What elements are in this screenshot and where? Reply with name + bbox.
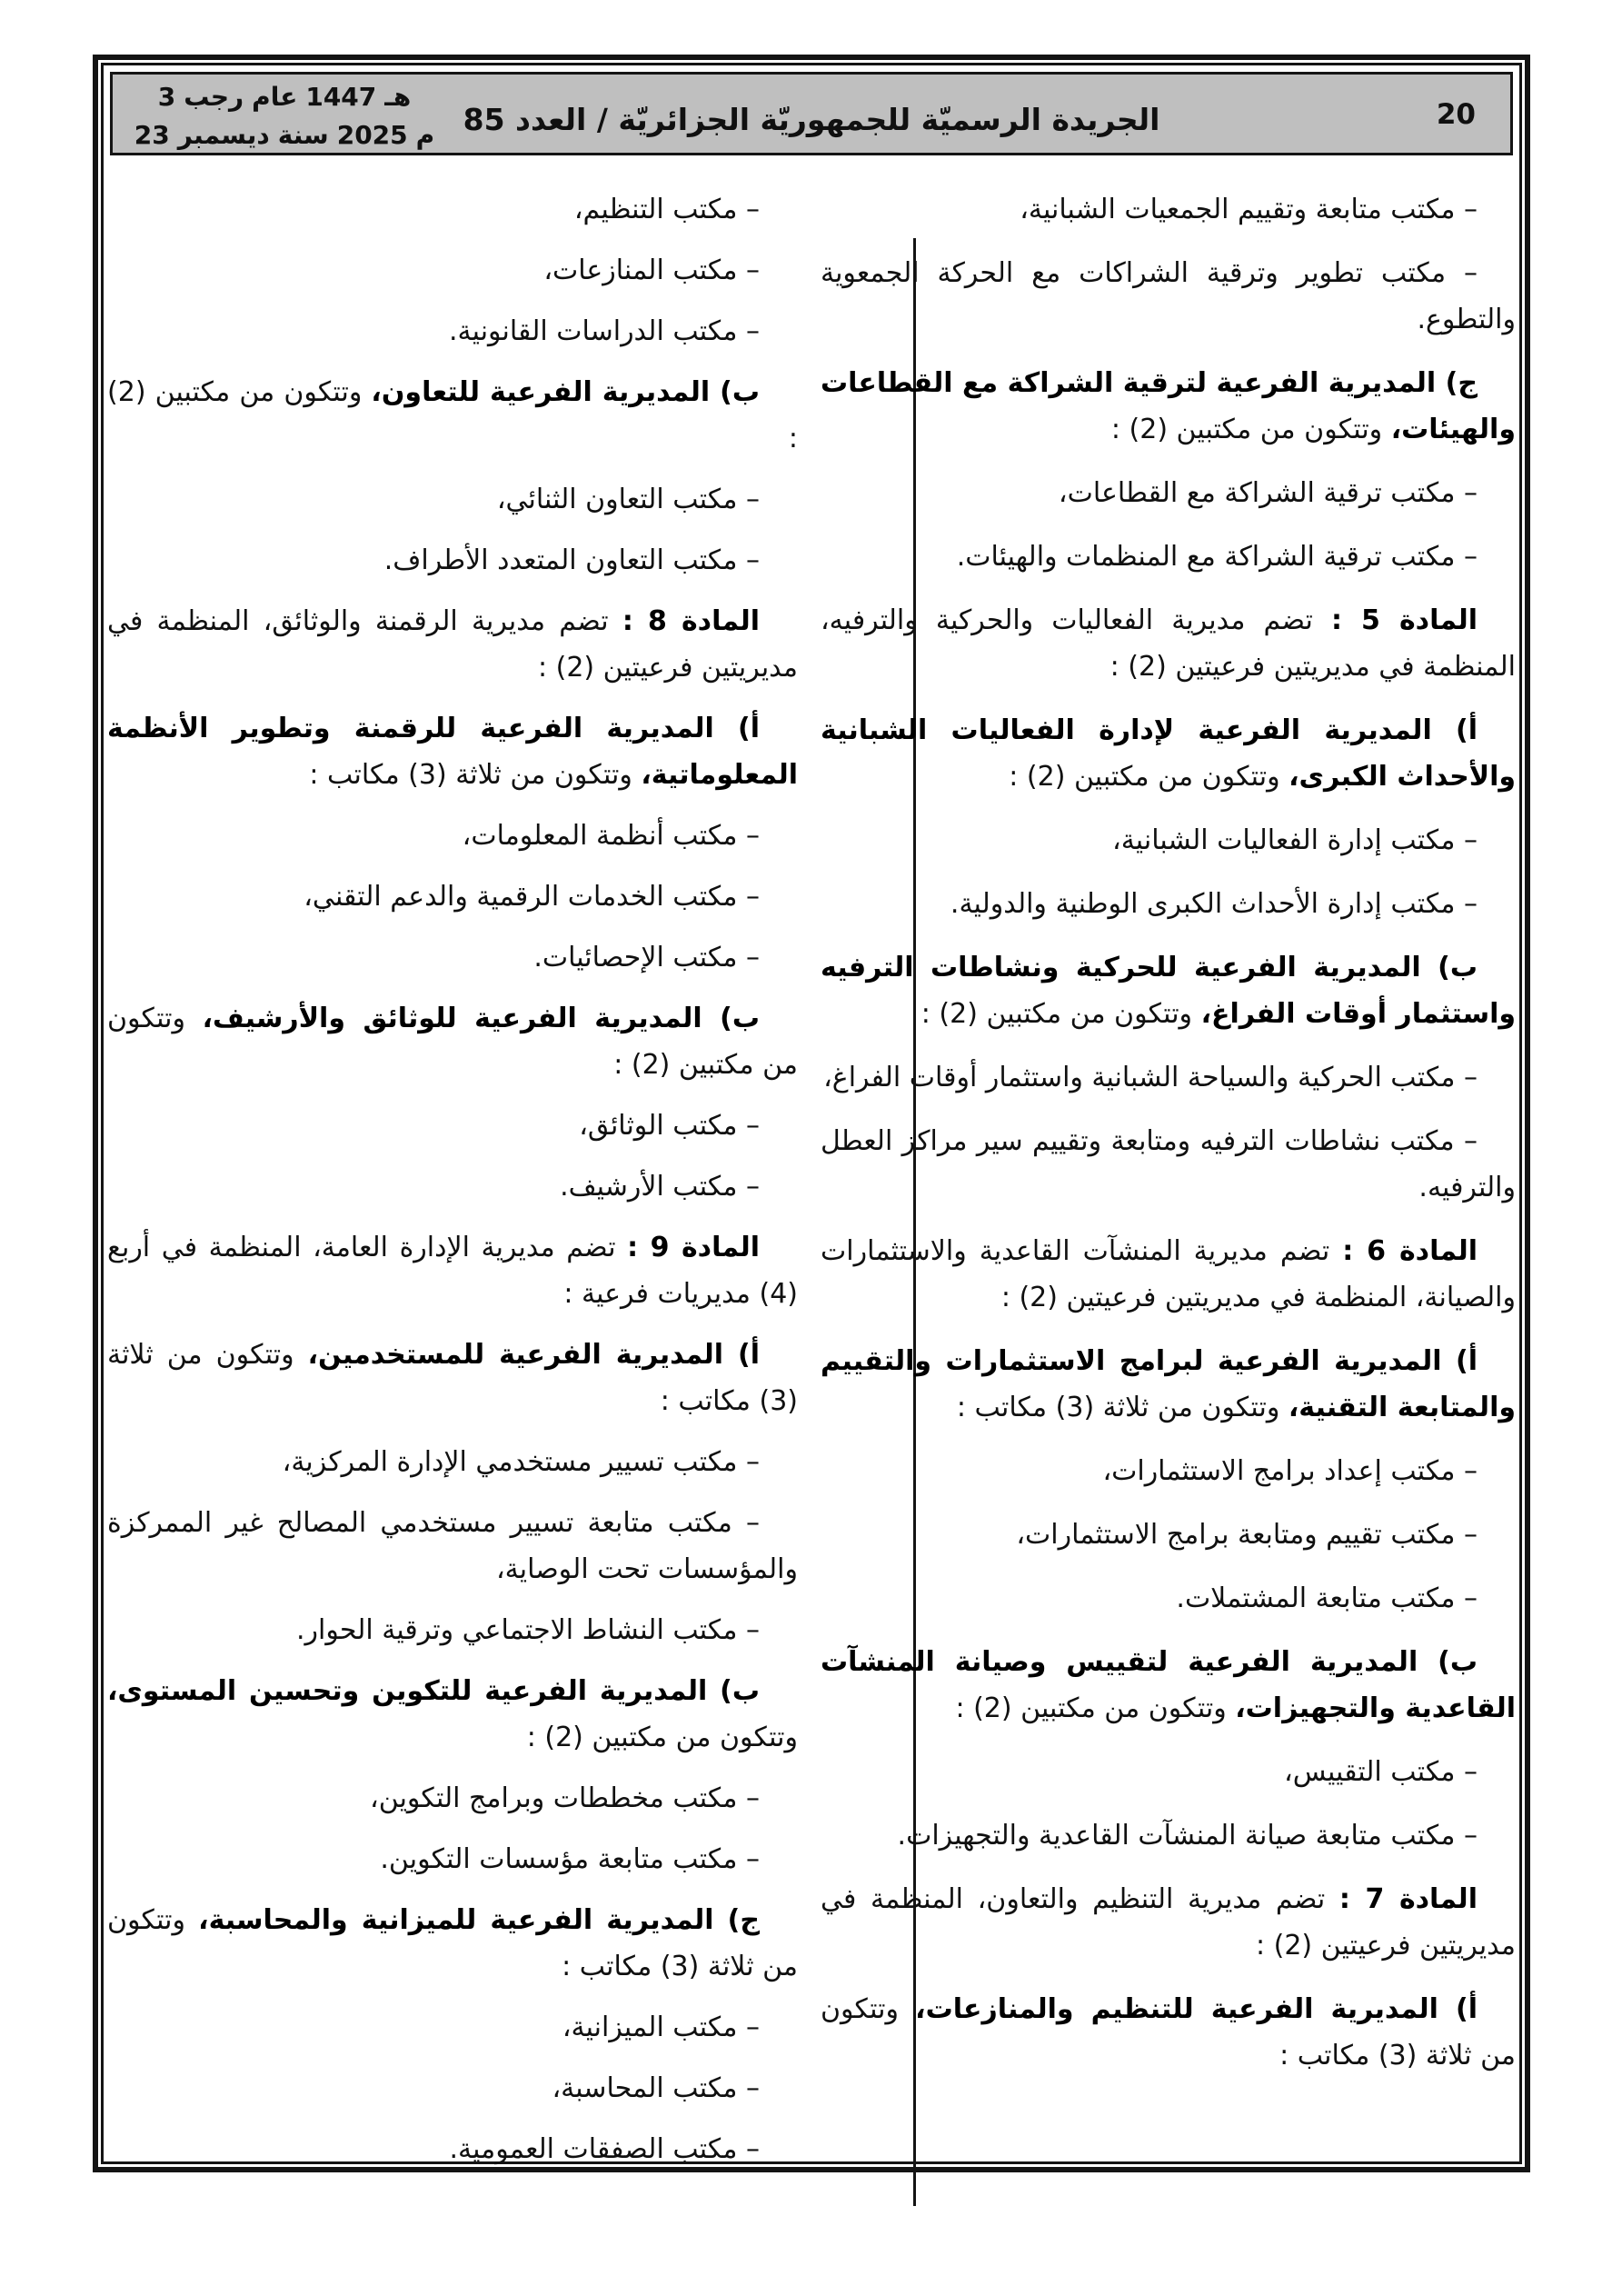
list-item: – مكتب الوثائق، xyxy=(579,1110,760,1142)
bold-lead: ب) المديرية الفرعية للحركية ونشاطات الترفيه واستثمار أوقات الفراغ، xyxy=(821,952,1516,1030)
paragraph-text: وتتكون من مكتبين (2) : xyxy=(1009,761,1289,793)
bold-lead: أ) المديرية الفرعية لإدارة الفعاليات الشبانية والأحداث الكبرى، xyxy=(821,714,1516,793)
paragraph-text: تضم مديرية الإدارة العامة، المنظمة في أربع (4) مديريات فرعية : xyxy=(107,1232,798,1310)
list-item: – مكتب متابعة المشتملات. xyxy=(1176,1582,1478,1614)
section-heading xyxy=(107,705,798,798)
paragraph-text: تضم مديرية الفعاليات والحركية والترفيه، المنظمة في مديريتين فرعيتين (2) : xyxy=(821,604,1516,683)
paragraph-text: تضم مديرية التنظيم والتعاون، المنظمة في مديريتين فرعيتين (2) : xyxy=(821,1883,1516,1962)
paragraph-text: وتتكون من ثلاثة (3) مكاتب : xyxy=(956,1392,1289,1423)
list-item: – مكتب تطوير وترقية الشراكات مع الحركة الجمعوية والتطوع. xyxy=(821,257,1516,335)
paragraph-text: تضم مديرية الرقمنة والوثائق، المنظمة في مديريتين فرعيتين (2) : xyxy=(107,605,798,684)
list-item: – مكتب الميزانية، xyxy=(562,2011,760,2043)
section-heading xyxy=(821,944,1516,1037)
bold-lead: أ) المديرية الفرعية للتنظيم والمنازعات، xyxy=(915,1993,1478,2025)
article-paragraph xyxy=(821,1228,1516,1321)
list-item: – مكتب إعداد برامج الاستثمارات، xyxy=(1102,1455,1478,1487)
list-item: – مكتب نشاطات الترفيه ومتابعة وتقييم سير مراكز العطل والترفيه. xyxy=(821,1125,1516,1203)
bold-lead: ب) المديرية الفرعية للتكوين وتحسين المستوى، xyxy=(107,1675,760,1707)
bold-lead: المادة 7 : xyxy=(1338,1883,1478,1915)
list-item: – مكتب ترقية الشراكة مع المنظمات والهيئات. xyxy=(956,541,1478,573)
section-heading xyxy=(821,1338,1516,1431)
paragraph-text: تضم مديرية المنشآت القاعدية والاستثمارات والصيانة، المنظمة في مديريتين فرعيتين (2) : xyxy=(821,1235,1516,1313)
page-number: 20 xyxy=(1436,98,1476,131)
list-item: – مكتب إدارة الفعاليات الشبانية، xyxy=(1112,824,1478,856)
bold-lead: المادة 6 : xyxy=(1342,1235,1478,1267)
list-item: – مكتب مخططات وبرامج التكوين، xyxy=(370,1782,760,1814)
journal-title: الجريدة الرسميّة للجمهوريّة الجزائريّة / العدد 85 xyxy=(463,102,1160,137)
list-item: – مكتب تسيير مستخدمي الإدارة المركزية، xyxy=(282,1446,760,1478)
list-item: – مكتب متابعة مؤسسات التكوين. xyxy=(380,1843,760,1875)
date-token: ديسمبر xyxy=(177,120,270,150)
date-token: 2025 xyxy=(336,120,408,150)
bold-lead: المادة 5 : xyxy=(1331,604,1478,636)
bold-lead: أ) المديرية الفرعية للمستخدمين، xyxy=(307,1339,760,1371)
list-item: – مكتب إدارة الأحداث الكبرى الوطنية والدولية. xyxy=(950,888,1478,920)
date-token: رجب xyxy=(184,82,244,112)
list-item: – مكتب متابعة صيانة المنشآت القاعدية والتجهيزات. xyxy=(897,1820,1478,1852)
list-item: – مكتب الحركية والسياحة الشبانية واستثمار أوقات الفراغ، xyxy=(823,1062,1478,1093)
paragraph-text: وتتكون من مكتبين (2) : xyxy=(1110,414,1391,445)
article-paragraph xyxy=(821,597,1516,690)
list-item: – مكتب الإحصائيات. xyxy=(533,942,760,973)
section-heading xyxy=(821,360,1516,453)
date-token: 3 xyxy=(157,82,176,112)
bold-lead: المادة 9 : xyxy=(627,1232,760,1263)
header-bar xyxy=(110,72,1513,155)
list-item: – مكتب تقييم ومتابعة برامج الاستثمارات، xyxy=(1016,1519,1478,1551)
date-token: 1447 xyxy=(305,82,377,112)
section-heading xyxy=(107,1668,798,1761)
paragraph-text: وتتكون من ثلاثة (3) مكاتب : xyxy=(309,759,642,791)
bold-lead: ب) المديرية الفرعية للوثائق والأرشيف، xyxy=(202,1003,760,1034)
paragraph-text: وتتكون من مكتبين (2) : xyxy=(526,1722,798,1753)
paragraph-text: وتتكون من مكتبين (2) : xyxy=(920,998,1201,1030)
article-paragraph xyxy=(821,1876,1516,1969)
list-item: – مكتب متابعة وتقييم الجمعيات الشبانية، xyxy=(1020,194,1478,225)
paragraph-text: وتتكون من ثلاثة (3) مكاتب : xyxy=(107,1904,798,1982)
column-left xyxy=(107,179,798,2187)
paragraph-text: وتتكون من مكتبين (2) : xyxy=(107,1003,798,1081)
list-item: – مكتب الدراسات القانونية. xyxy=(449,315,760,347)
paragraph-text: وتتكون من مكتبين (2) : xyxy=(107,376,798,454)
list-item: – مكتب التعاون المتعدد الأطراف. xyxy=(383,544,760,576)
bold-lead: أ) المديرية الفرعية للرقمنة وتطوير الأنظمة المعلوماتية، xyxy=(107,713,798,791)
list-item: – مكتب التنظيم، xyxy=(573,194,760,225)
bold-lead: أ) المديرية الفرعية لبرامج الاستثمارات والتقييم والمتابعة التقنية، xyxy=(821,1345,1516,1423)
list-item: – مكتب الأرشيف. xyxy=(560,1171,760,1203)
section-heading xyxy=(821,707,1516,800)
list-item: – مكتب الصفقات العمومية. xyxy=(449,2133,760,2165)
date-token: هـ xyxy=(384,82,412,112)
section-heading xyxy=(107,1332,798,1424)
article-paragraph xyxy=(107,1224,798,1317)
list-item: – مكتب المحاسبة، xyxy=(552,2072,760,2104)
bold-lead: المادة 8 : xyxy=(622,605,760,637)
list-item: – مكتب النشاط الاجتماعي وترقية الحوار. xyxy=(296,1614,760,1646)
list-item: – مكتب الخدمات الرقمية والدعم التقني، xyxy=(304,881,760,913)
paragraph-text: وتتكون من ثلاثة (3) مكاتب : xyxy=(107,1339,798,1417)
section-heading xyxy=(107,1897,798,1990)
article-paragraph xyxy=(107,598,798,691)
date-token: سنة xyxy=(277,120,329,150)
section-heading xyxy=(821,1986,1516,2079)
column-right xyxy=(821,179,1516,2096)
section-heading xyxy=(107,369,798,462)
bold-lead: ج) المديرية الفرعية لترقية الشراكة مع القطاعات والهيئات، xyxy=(821,367,1516,445)
paragraph-text: وتتكون من ثلاثة (3) مكاتب : xyxy=(821,1993,1516,2071)
section-heading xyxy=(107,995,798,1088)
bold-lead: ج) المديرية الفرعية للميزانية والمحاسبة، xyxy=(198,1904,760,1936)
list-item: – مكتب ترقية الشراكة مع القطاعات، xyxy=(1058,477,1478,509)
bold-lead: ب) المديرية الفرعية لتقييس وصيانة المنشآت القاعدية والتجهيزات، xyxy=(821,1646,1516,1724)
date-token: عام xyxy=(252,82,298,112)
section-heading xyxy=(821,1639,1516,1732)
paragraph-text: وتتكون من مكتبين (2) : xyxy=(955,1692,1236,1724)
list-item: – مكتب المنازعات، xyxy=(543,255,760,286)
list-item: – مكتب أنظمة المعلومات، xyxy=(462,820,760,852)
list-item: – مكتب التقييس، xyxy=(1284,1756,1478,1788)
date-token: 23 xyxy=(134,120,170,150)
bold-lead: ب) المديرية الفرعية للتعاون، xyxy=(371,376,760,408)
list-item: – مكتب التعاون الثنائي، xyxy=(496,484,760,515)
date-token: م xyxy=(415,120,435,150)
list-item: – مكتب متابعة تسيير مستخدمي المصالح غير الممركزة والمؤسسات تحت الوصاية، xyxy=(107,1507,798,1585)
